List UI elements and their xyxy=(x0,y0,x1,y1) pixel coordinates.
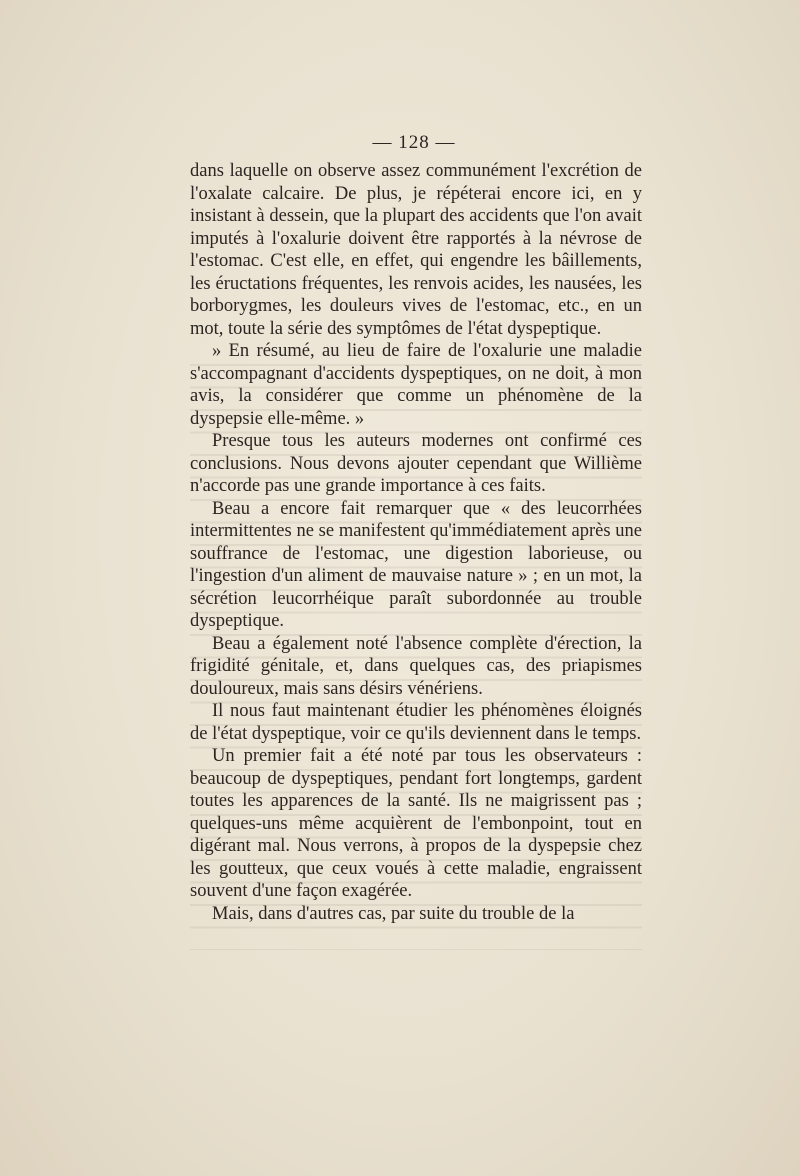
body-text xyxy=(190,160,642,925)
paragraph: Un premier fait a été noté par tous les observateurs : beaucoup de dyspeptiques, pendant fort longtemps, gardent toutes les apparences de la santé. Ils ne maigrissent pas ; quelques-uns même acquièrent de l'embonpoint, tout en digérant mal. Nous verrons, à propos de la dyspepsie chez les goutteux, que ceux voués à cette maladie, engraissent souvent d'une façon exagérée. xyxy=(190,746,642,901)
page-number: — 128 — xyxy=(372,132,456,153)
paragraph: Beau a également noté l'absence complète d'érection, la frigidité génitale, et, dans quelques cas, des priapismes douloureux, mais sans désirs vénériens. xyxy=(190,633,642,699)
paragraph: Presque tous les auteurs modernes ont confirmé ces conclusions. Nous devons ajouter cependant que Willième n'accorde pas une grande importance à ces faits. xyxy=(190,431,642,496)
paragraph: dans laquelle on observe assez communément l'excrétion de l'oxalate calcaire. De plus, je répéterai encore ici, en y insistant à dessein, que la plupart des accidents que l'on avait imputés à l'oxalurie doivent être rapportés à la névrose de l'estomac. C'est elle, en effet, qui engendre les bâillements, les éructations fréquentes, les renvois acides, les nausées, les borborygmes, les douleurs vives de l'estomac, etc., en un mot, toute la série des symptômes de l'état dyspeptique. xyxy=(190,161,642,339)
paragraph: Il nous faut maintenant étudier les phénomènes éloignés de l'état dyspeptique, voir ce qu'ils deviennent dans le temps. xyxy=(190,701,642,744)
paragraph: Mais, dans d'autres cas, par suite du trouble de la xyxy=(212,903,575,924)
paragraph: Beau a encore fait remarquer que « des leucorrhées intermittentes ne se manifestent qu'immédiatement après une souffrance de l'estomac, une digestion laborieuse, ou l'ingestion d'un aliment de mauvaise nature » ; en un mot, la sécrétion leucorrhéique paraît subordonnée au trouble dyspeptique. xyxy=(190,498,642,631)
paragraph: » En résumé, au lieu de faire de l'oxalurie une maladie s'accompagnant d'accidents dyspeptiques, on ne doit, à mon avis, la considérer que comme un phénomène de la dyspepsie elle-même. » xyxy=(190,341,642,429)
